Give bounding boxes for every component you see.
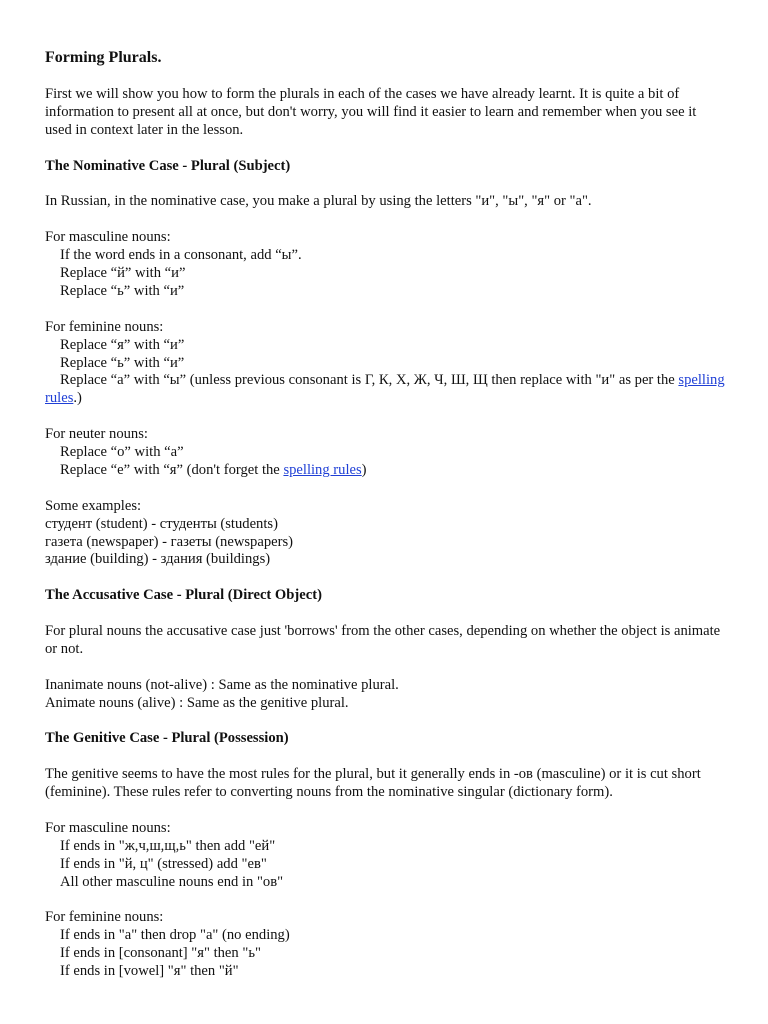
page-title: Forming Plurals. <box>45 49 162 66</box>
spelling-rules-link[interactable]: spelling rules <box>45 372 725 407</box>
genitive-masc-rule: If ends in "ж,ч,ш,щ,ь" then add "ей" <box>60 837 276 854</box>
nominative-fem-rule: Replace “ь” with “и” <box>60 354 185 371</box>
nominative-fem-label: For feminine nouns: <box>45 318 164 335</box>
accusative-heading: The Accusative Case - Plural (Direct Object) <box>45 587 322 604</box>
nominative-masc-rule: Replace “й” with “и” <box>60 265 186 282</box>
genitive-masc-rule: If ends in "й, ц" (stressed) add "ев" <box>60 855 267 872</box>
document-page <box>45 48 725 981</box>
nominative-neut-label: For neuter nouns: <box>45 426 148 443</box>
nominative-fem-rule: Replace “я” with “и” <box>60 336 185 353</box>
genitive-fem-rule: If ends in [consonant] "я" then "ь" <box>60 945 261 962</box>
fem-rule-3-tail: .) <box>73 390 82 407</box>
nominative-fem-rule-3 <box>45 372 725 408</box>
accusative-intro: For plural nouns the accusative case just 'borrows' from the other cases, depending on whether the object is animate or not. <box>45 623 721 657</box>
nominative-neut-rule: Replace “о” with “а” <box>60 444 184 461</box>
neut-rule-2-text: Replace “е” with “я” (don't forget the <box>60 461 280 478</box>
accusative-line: Animate nouns (alive) : Same as the genitive plural. <box>45 694 349 711</box>
genitive-masc-rule: All other masculine nouns end in "ов" <box>60 873 284 890</box>
genitive-fem-rule: If ends in [vowel] "я" then "й" <box>60 963 239 980</box>
fem-rule-3-text: Replace “а” with “ы” (unless previous consonant is Г, К, Х, Ж, Ч, Ш, Щ then replace with "и" as per the <box>60 372 675 389</box>
nominative-masc-label: For masculine nouns: <box>45 229 171 246</box>
neut-rule-2-tail: ) <box>361 461 367 478</box>
examples-label: Some examples: <box>45 497 142 514</box>
accusative-line: Inanimate nouns (not-alive) : Same as the nominative plural. <box>45 676 399 693</box>
example-line: студент (student) - студенты (students) <box>45 515 278 532</box>
nominative-masc-rule: If the word ends in a consonant, add “ы”. <box>60 247 302 264</box>
nominative-intro: In Russian, in the nominative case, you make a plural by using the letters "и", "ы", "я" or "а". <box>45 193 592 210</box>
spelling-rules-link[interactable]: spelling rules <box>283 461 362 478</box>
example-line: здание (building) - здания (buildings) <box>45 551 271 568</box>
genitive-fem-label: For feminine nouns: <box>45 909 164 926</box>
genitive-masc-label: For masculine nouns: <box>45 819 171 836</box>
nominative-neut-rule-2 <box>45 462 725 480</box>
nominative-masc-rule: Replace “ь” with “и” <box>60 282 185 299</box>
example-line: газета (newspaper) - газеты (newspapers) <box>45 533 294 550</box>
nominative-heading: The Nominative Case - Plural (Subject) <box>45 157 291 174</box>
intro-paragraph: First we will show you how to form the plurals in each of the cases we have already learnt. It is quite a bit of information to present all at once, but don't worry, you will find it easier to learn and remember when you see it used in context later in the lesson. <box>45 86 697 138</box>
genitive-heading: The Genitive Case - Plural (Possession) <box>45 730 289 747</box>
genitive-intro: The genitive seems to have the most rules for the plural, but it generally ends in -ов (masculine) or it is cut short (feminine). These rules refer to converting nouns from the nominative singular (dictionary form). <box>45 766 701 801</box>
genitive-fem-rule: If ends in "а" then drop "а" (no ending) <box>60 927 290 944</box>
